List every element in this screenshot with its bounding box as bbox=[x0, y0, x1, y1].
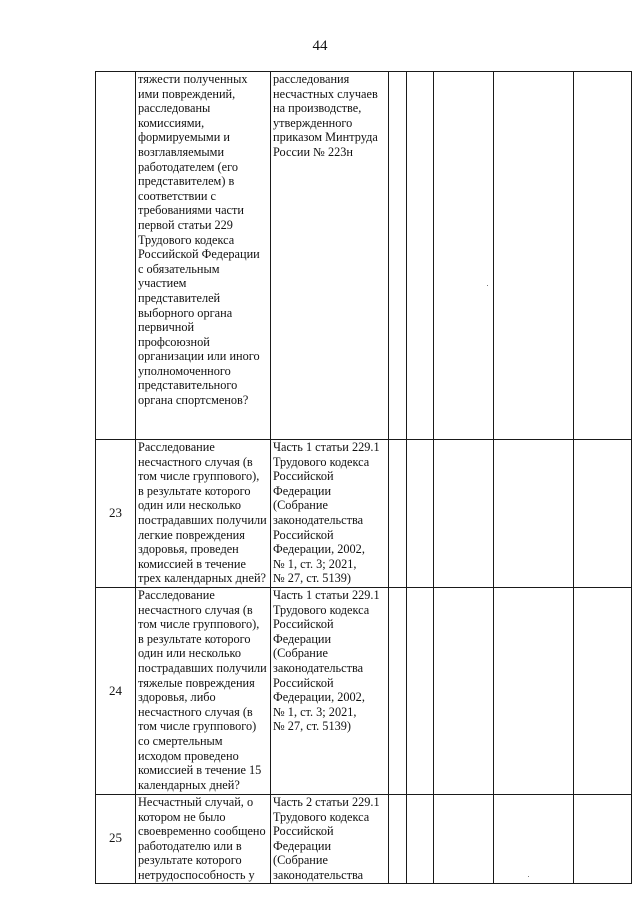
answer-cell-comment bbox=[494, 795, 574, 884]
text-line: требованиями части bbox=[138, 203, 244, 218]
table-row bbox=[96, 795, 632, 884]
row-number: 23 bbox=[96, 440, 136, 588]
question-text bbox=[136, 795, 270, 883]
question-cell bbox=[136, 440, 271, 588]
answer-cell-extra bbox=[574, 588, 632, 795]
answer-cell-no bbox=[407, 440, 434, 588]
text-line: тяжести полученных bbox=[138, 72, 248, 86]
text-line: Трудового кодекса bbox=[273, 454, 370, 469]
text-line: легкие повреждения bbox=[138, 527, 245, 542]
scan-speck bbox=[487, 285, 488, 286]
text-line: России № 223н bbox=[273, 144, 353, 159]
row-number: 25 bbox=[96, 795, 136, 884]
reference-text bbox=[271, 795, 388, 883]
text-line: тяжелые повреждения bbox=[138, 675, 255, 690]
text-line: в результате которого bbox=[138, 631, 251, 646]
text-line: законодательства bbox=[273, 660, 364, 675]
text-line: своевременно сообщено bbox=[138, 824, 266, 839]
text-line: Часть 1 статьи 229.1 bbox=[273, 588, 380, 602]
question-cell bbox=[136, 795, 271, 884]
text-line: работодателем (его bbox=[138, 159, 238, 174]
text-line: трех календарных дней? bbox=[138, 571, 266, 586]
text-line: Российской bbox=[273, 469, 334, 484]
text-line: Расследование bbox=[138, 588, 215, 602]
text-line: пострадавших получили bbox=[138, 660, 267, 675]
text-line: № 27, ст. 5139) bbox=[273, 719, 351, 734]
text-line: Трудового кодекса bbox=[138, 232, 235, 247]
text-line: первичной bbox=[138, 320, 195, 335]
text-line: несчастного случая (в bbox=[138, 454, 253, 469]
text-line: участием bbox=[138, 276, 187, 291]
question-text bbox=[136, 588, 270, 792]
table-row bbox=[96, 72, 632, 440]
reference-cell bbox=[271, 72, 389, 440]
answer-cell-comment bbox=[494, 72, 574, 440]
text-line: утвержденного bbox=[273, 115, 353, 130]
text-line: законодательства bbox=[273, 867, 364, 882]
question-cell bbox=[136, 588, 271, 795]
reference-text bbox=[271, 440, 388, 586]
answer-cell-comment bbox=[494, 588, 574, 795]
text-line: Российской bbox=[273, 675, 334, 690]
text-line: органа спортсменов? bbox=[138, 393, 249, 408]
row-number: 24 bbox=[96, 588, 136, 795]
text-line: исходом проведено bbox=[138, 748, 239, 763]
text-line: представителей bbox=[138, 290, 221, 305]
reference-cell bbox=[271, 440, 389, 588]
answer-cell-not-applicable bbox=[434, 588, 494, 795]
text-line: комиссией в течение 15 bbox=[138, 763, 262, 778]
question-cell bbox=[136, 72, 271, 440]
text-line: Трудового кодекса bbox=[273, 602, 370, 617]
text-line: здоровья, либо bbox=[138, 690, 216, 705]
text-line: Федерации bbox=[273, 631, 332, 646]
text-line: Федерации, 2002, bbox=[273, 542, 365, 557]
answer-cell-extra bbox=[574, 795, 632, 884]
text-line: том числе группового), bbox=[138, 617, 260, 632]
text-line: Часть 1 статьи 229.1 bbox=[273, 440, 380, 454]
text-line: том числе группового) bbox=[138, 719, 257, 734]
text-line: несчастного случая (в bbox=[138, 602, 253, 617]
text-line: возглавляемыми bbox=[138, 144, 225, 159]
text-line: нетрудоспособность у bbox=[138, 867, 255, 882]
text-line: Федерации bbox=[273, 838, 332, 853]
text-line: котором не было bbox=[138, 809, 226, 824]
text-line: несчастного случая (в bbox=[138, 704, 253, 719]
text-line: в результате которого bbox=[138, 483, 251, 498]
answer-cell-comment bbox=[494, 440, 574, 588]
text-line: первой статьи 229 bbox=[138, 217, 233, 232]
text-line: ими повреждений, bbox=[138, 86, 236, 101]
answer-cell-extra bbox=[574, 440, 632, 588]
text-line: Часть 2 статьи 229.1 bbox=[273, 795, 380, 809]
text-line: № 1, ст. 3; 2021, bbox=[273, 704, 357, 719]
text-line: здоровья, проведен bbox=[138, 542, 239, 557]
table-row bbox=[96, 440, 632, 588]
answer-cell-not-applicable bbox=[434, 440, 494, 588]
answer-cell-not-applicable bbox=[434, 72, 494, 440]
checklist-table bbox=[95, 71, 632, 884]
text-line: Несчастный случай, о bbox=[138, 795, 254, 809]
answer-cell-yes bbox=[389, 588, 407, 795]
text-line: комиссиями, bbox=[138, 115, 205, 130]
text-line: Российской bbox=[273, 527, 334, 542]
text-line: представителем) в bbox=[138, 174, 235, 189]
text-line: Российской bbox=[273, 617, 334, 632]
table-row bbox=[96, 588, 632, 795]
text-line: на производстве, bbox=[273, 101, 362, 116]
text-line: расследования bbox=[273, 72, 350, 86]
text-line: календарных дней? bbox=[138, 777, 240, 792]
text-line: один или несколько bbox=[138, 646, 242, 661]
text-line: пострадавших получили bbox=[138, 512, 267, 527]
text-line: один или несколько bbox=[138, 498, 242, 513]
text-line: Расследование bbox=[138, 440, 215, 454]
text-line: комиссией в течение bbox=[138, 556, 246, 571]
text-line: представительного bbox=[138, 378, 238, 393]
text-line: соответствии с bbox=[138, 188, 217, 203]
text-line: Трудового кодекса bbox=[273, 809, 370, 824]
reference-text bbox=[271, 72, 388, 160]
text-line: том числе группового), bbox=[138, 469, 260, 484]
text-line: (Собрание bbox=[273, 646, 328, 661]
text-line: (Собрание bbox=[273, 498, 328, 513]
answer-cell-not-applicable bbox=[434, 795, 494, 884]
answer-cell-no bbox=[407, 795, 434, 884]
answer-cell-no bbox=[407, 72, 434, 440]
text-line: профсоюзной bbox=[138, 334, 210, 349]
text-line: № 1, ст. 3; 2021, bbox=[273, 556, 357, 571]
text-line: несчастных случаев bbox=[273, 86, 378, 101]
scan-speck bbox=[528, 876, 529, 877]
reference-text bbox=[271, 588, 388, 734]
text-line: результате которого bbox=[138, 853, 242, 868]
text-line: организации или иного bbox=[138, 349, 260, 364]
page-number: 44 bbox=[312, 38, 328, 54]
text-line: Федерации bbox=[273, 483, 332, 498]
reference-cell bbox=[271, 795, 389, 884]
answer-cell-yes bbox=[389, 440, 407, 588]
answer-cell-yes bbox=[389, 72, 407, 440]
text-line: выборного органа bbox=[138, 305, 233, 320]
reference-cell bbox=[271, 588, 389, 795]
text-line: работодателю или в bbox=[138, 838, 242, 853]
answer-cell-yes bbox=[389, 795, 407, 884]
text-line: Российской Федерации bbox=[138, 247, 260, 262]
text-line: расследованы bbox=[138, 101, 211, 116]
text-line: № 27, ст. 5139) bbox=[273, 571, 351, 586]
text-line: Федерации, 2002, bbox=[273, 690, 365, 705]
text-line: законодательства bbox=[273, 512, 364, 527]
text-line: со смертельным bbox=[138, 733, 223, 748]
text-line: формируемыми и bbox=[138, 130, 230, 145]
answer-cell-no bbox=[407, 588, 434, 795]
text-line: приказом Минтруда bbox=[273, 130, 378, 145]
row-number bbox=[96, 72, 136, 440]
text-line: уполномоченного bbox=[138, 363, 231, 378]
text-line: (Собрание bbox=[273, 853, 328, 868]
text-line: Российской bbox=[273, 824, 334, 839]
question-text bbox=[136, 440, 270, 586]
question-text bbox=[136, 72, 270, 408]
answer-cell-extra bbox=[574, 72, 632, 440]
text-line: с обязательным bbox=[138, 261, 220, 276]
